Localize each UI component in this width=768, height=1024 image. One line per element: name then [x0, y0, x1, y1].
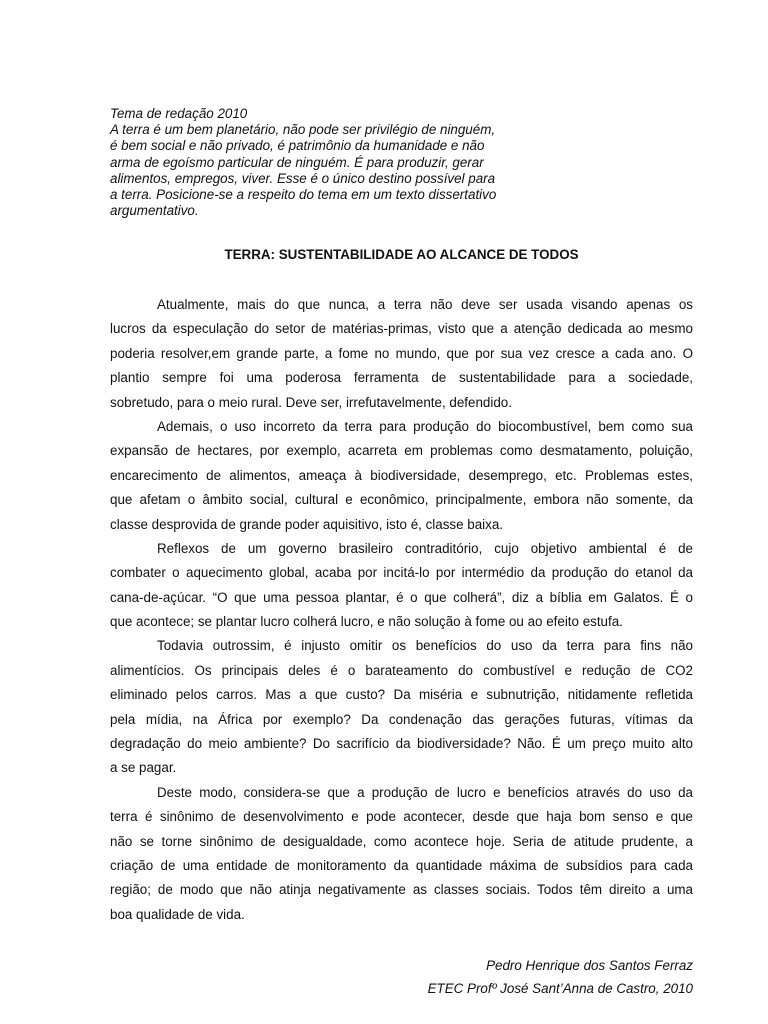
prompt-line: a terra. Posicione-se a respeito do tema em um texto dissertativo — [110, 187, 497, 203]
essay-line: pela mídia, na África por exemplo? Da condenação das gerações futuras, vítimas da — [110, 711, 693, 727]
essay-line: classe desprovida de grande poder aquisitivo, isto é, classe baixa. — [110, 516, 504, 532]
prompt-line: arma de egoísmo particular de ninguém. É para produzir, gerar — [110, 154, 484, 170]
essay-line: Reflexos de um governo brasileiro contraditório, cujo objetivo ambiental é de — [157, 540, 693, 556]
essay-line: lucros da especulação do setor de matérias-primas, visto que a atenção dedicada ao mesmo — [110, 321, 693, 337]
essay-line: criação de uma entidade de monitoramento da quantidade máxima de subsídios para cada — [110, 857, 693, 873]
essay-line: região; de modo que não atinja negativamente as classes sociais. Todos têm direito a uma — [110, 882, 693, 898]
prompt-line: argumentativo. — [110, 203, 199, 219]
essay-line: que afetam o âmbito social, cultural e econômico, principalmente, embora não somente, da — [110, 492, 693, 508]
essay-line: terra é sinônimo de desenvolvimento e pode acontecer, desde que haja bom senso e que — [110, 809, 693, 825]
essay-line: Ademais, o uso incorreto da terra para produção do biocombustível, bem como sua — [157, 418, 693, 434]
essay-line: plantio sempre foi uma poderosa ferramenta de sustentabilidade para a sociedade, — [110, 370, 693, 386]
essay-line: encarecimento de alimentos, ameaça à biodiversidade, desemprego, etc. Problemas estes, — [110, 467, 693, 483]
essay-line: degradação do meio ambiente? Do sacrifício da biodiversidade? Não. É um preço muito alto — [110, 736, 693, 752]
essay-line: a se pagar. — [110, 760, 177, 776]
essay-line: que acontece; se plantar lucro colherá lucro, e não solução à fome ou ao efeito estufa. — [110, 614, 623, 630]
prompt-heading: Tema de redação 2010 — [110, 106, 248, 121]
essay-line: Atualmente, mais do que nunca, a terra não deve ser usada visando apenas os — [157, 297, 693, 312]
prompt-line: alimentos, empregos, viver. Esse é o único destino possível para — [110, 170, 496, 186]
essay-line: alimentícios. Os principais deles é o barateamento do combustível e redução de CO2 — [110, 662, 693, 678]
essay-line: boa qualidade de vida. — [110, 906, 245, 922]
author-name: Pedro Henrique dos Santos Ferraz — [486, 958, 693, 973]
essay-line: Todavia outrossim, é injusto omitir os benefícios do uso da terra para fins não — [157, 638, 693, 654]
author-school: ETEC Profº José Sant’Anna de Castro, 2010 — [427, 981, 693, 996]
essay-line: poderia resolver,em grande parte, a fome no mundo, que por sua vez cresce a cada ano. O — [110, 345, 693, 361]
essay-line: eliminado pelos carros. Mas a que custo? Da miséria e subnutrição, nitidamente refletida — [110, 687, 693, 703]
essay-body — [110, 293, 693, 927]
essay-title: TERRA: SUSTENTABILIDADE AO ALCANCE DE TODOS — [224, 247, 579, 262]
essay-line: combater o aquecimento global, acaba por incitá-lo por intermédio da produção do etanol da — [110, 565, 693, 581]
prompt-line: A terra é um bem planetário, não pode ser privilégio de ninguém, — [110, 122, 496, 138]
prompt-line: é bem social e não privado, é patrimônio da humanidade e não — [110, 138, 485, 154]
essay-line: Deste modo, considera-se que a produção de lucro e benefícios através do uso da — [157, 784, 693, 800]
essay-line: expansão de hectares, por exemplo, acarreta em problemas como desmatamento, poluição, — [110, 443, 693, 459]
essay-line: sobretudo, para o meio rural. Deve ser, irrefutavelmente, defendido. — [110, 394, 512, 410]
essay-line: não se torne sinônimo de desigualdade, como acontece hoje. Seria de atitude prudente, a — [110, 833, 693, 849]
essay-line: cana-de-açúcar. “O que uma pessoa plantar, é o que colherá”, diz a bíblia em Galatos. É o — [110, 589, 693, 605]
essay-prompt — [110, 106, 530, 219]
